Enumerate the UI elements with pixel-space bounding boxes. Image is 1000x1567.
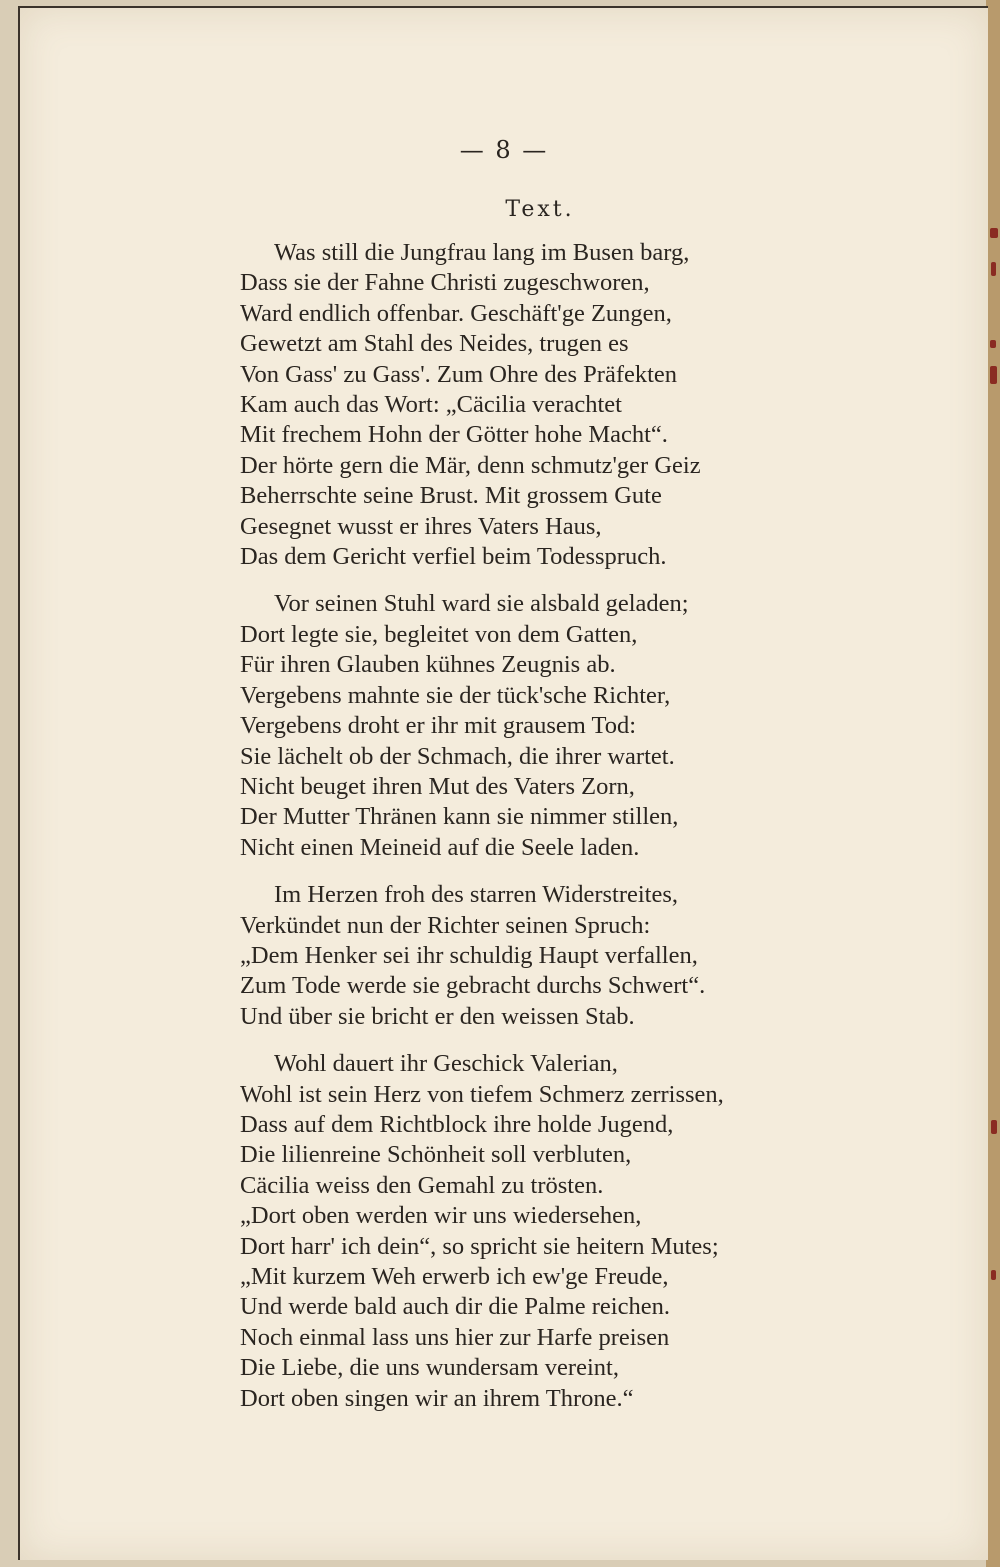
verse-line: Dort oben singen wir an ihrem Throne.“ bbox=[240, 1384, 634, 1412]
section-title: Text. bbox=[505, 197, 575, 222]
verse-line: „Dort oben werden wir uns wiedersehen, bbox=[240, 1202, 642, 1230]
verse-line: Ward endlich offenbar. Geschäft'ge Zungen, bbox=[240, 299, 672, 327]
verse-line: Die Liebe, die uns wundersam vereint, bbox=[240, 1354, 619, 1382]
poem-text bbox=[240, 238, 880, 1431]
verse-line: Dort legte sie, begleitet von dem Gatten, bbox=[240, 620, 638, 648]
verse-line: Vergebens droht er ihr mit grausem Tod: bbox=[240, 712, 637, 740]
verse-line: Was still die Jungfrau lang im Busen barg, bbox=[274, 239, 690, 266]
verse-line: „Dem Henker sei ihr schuldig Haupt verfallen, bbox=[240, 941, 698, 969]
verse-line: Und über sie bricht er den weissen Stab. bbox=[240, 1002, 635, 1030]
verse-line: Nicht einen Meineid auf die Seele laden. bbox=[240, 833, 640, 861]
verse-line: Das dem Gericht verfiel beim Todesspruch. bbox=[240, 543, 667, 571]
stanza bbox=[240, 1049, 880, 1414]
book-page bbox=[18, 6, 988, 1560]
verse-line: Der hörte gern die Mär, denn schmutz'ger Geiz bbox=[240, 451, 701, 479]
stanza bbox=[240, 880, 880, 1032]
verse-line: Mit frechem Hohn der Götter hohe Macht“. bbox=[240, 421, 668, 449]
verse-line: Die lilienreine Schönheit soll verbluten, bbox=[240, 1141, 632, 1169]
verse-line: Vergebens mahnte sie der tück'sche Richter, bbox=[240, 681, 671, 709]
page-number: — 8 — bbox=[459, 136, 549, 164]
verse-line: Nicht beuget ihren Mut des Vaters Zorn, bbox=[240, 772, 635, 800]
verse-line: Noch einmal lass uns hier zur Harfe preisen bbox=[240, 1323, 670, 1351]
verse-line: Cäcilia weiss den Gemahl zu trösten. bbox=[240, 1171, 604, 1199]
verse-line: Der Mutter Thränen kann sie nimmer stillen, bbox=[240, 803, 679, 831]
verse-line: Gewetzt am Stahl des Neides, trugen es bbox=[240, 330, 629, 358]
stanza bbox=[240, 238, 880, 572]
verse-line: Wohl dauert ihr Geschick Valerian, bbox=[274, 1050, 618, 1078]
verse-line: Vor seinen Stuhl ward sie alsbald geladen; bbox=[274, 590, 689, 618]
verse-line: Gesegnet wusst er ihres Vaters Haus, bbox=[240, 512, 602, 540]
verse-line: Wohl ist sein Herz von tiefem Schmerz zerrissen, bbox=[240, 1080, 724, 1108]
verse-line: Und werde bald auch dir die Palme reichen. bbox=[240, 1293, 670, 1321]
verse-line: Für ihren Glauben kühnes Zeugnis ab. bbox=[240, 651, 616, 679]
verse-line: Kam auch das Wort: „Cäcilia verachtet bbox=[240, 391, 622, 419]
verse-line: Dort harr' ich dein“, so spricht sie heitern Mutes; bbox=[240, 1232, 719, 1260]
verse-line: Von Gass' zu Gass'. Zum Ohre des Präfekten bbox=[240, 360, 678, 388]
verse-line: „Mit kurzem Weh erwerb ich ew'ge Freude, bbox=[240, 1263, 669, 1290]
verse-line: Sie lächelt ob der Schmach, die ihrer wartet. bbox=[240, 742, 675, 770]
stanza bbox=[240, 589, 880, 863]
verse-line: Zum Tode werde sie gebracht durchs Schwert“. bbox=[240, 972, 706, 1000]
verse-line: Im Herzen froh des starren Widerstreites, bbox=[274, 881, 679, 909]
verse-line: Verkündet nun der Richter seinen Spruch: bbox=[240, 911, 651, 939]
verse-line: Beherrschte seine Brust. Mit grossem Gute bbox=[240, 482, 662, 510]
verse-line: Dass auf dem Richtblock ihre holde Jugend, bbox=[240, 1110, 674, 1138]
verse-line: Dass sie der Fahne Christi zugeschworen, bbox=[240, 269, 650, 297]
